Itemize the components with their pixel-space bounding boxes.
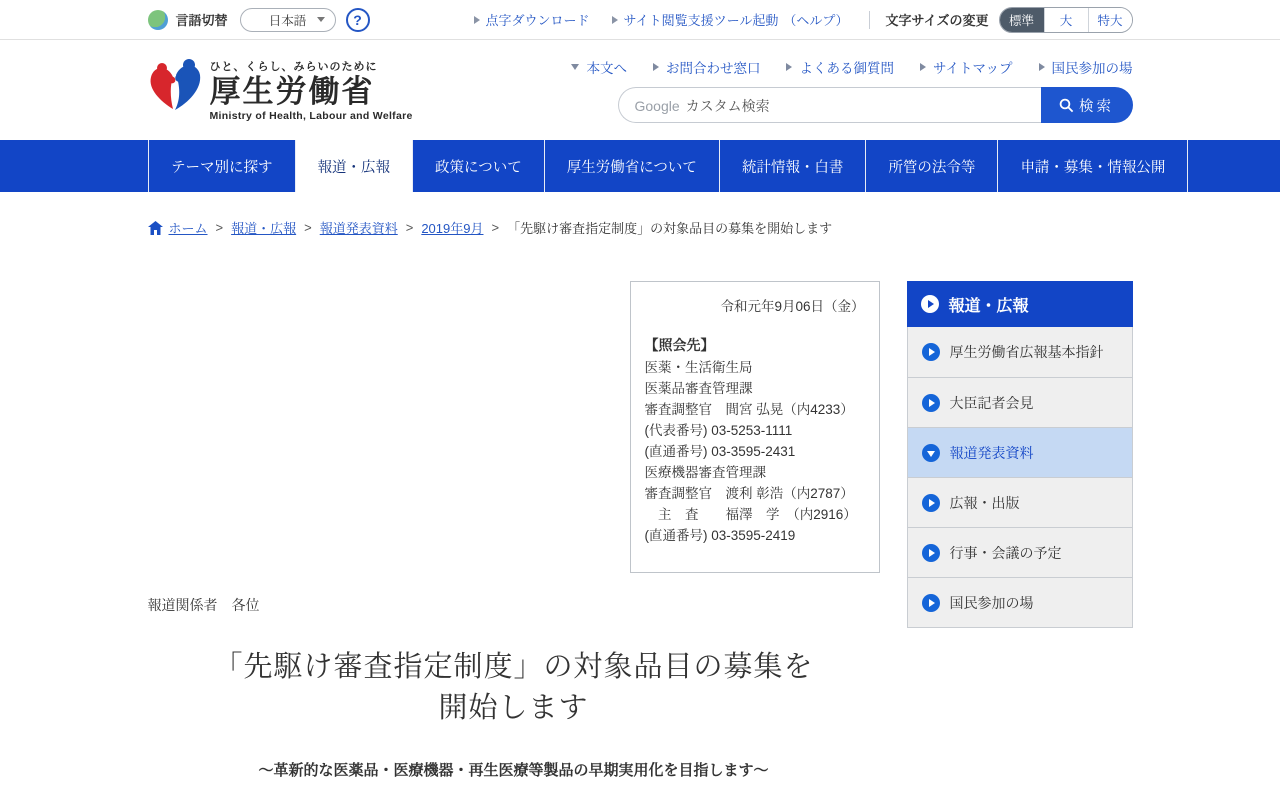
home-icon [148, 221, 163, 235]
page-subtitle: ～革新的な医薬品・医療機器・再生医療等製品の早期実用化を目指します～ [258, 762, 769, 780]
sitemap-link[interactable]: サイトマップ [920, 57, 1013, 77]
search-icon [1059, 98, 1074, 113]
font-size-switcher [999, 7, 1133, 33]
contact-link[interactable]: お問合わせ窓口 [653, 57, 761, 77]
arrow-right-icon [786, 63, 792, 71]
sidebar-item-press-releases[interactable]: 報道発表資料 [908, 427, 1132, 477]
nav-item-policy[interactable]: 政策について [412, 140, 544, 192]
contact-line: (代表番号) 03-5253-1111 [644, 423, 793, 438]
arrow-circle-icon [922, 343, 940, 361]
breadcrumb-month[interactable]: 2019年9月 [421, 221, 484, 236]
page-title: 「先駆け審査指定制度」の対象品目の募集を 開始します [213, 651, 814, 725]
language-select[interactable] [240, 8, 336, 32]
arrow-right-icon [612, 16, 618, 24]
sidebar-item-public-participation[interactable]: 国民参加の場 [908, 577, 1132, 627]
arrow-circle-icon [922, 494, 940, 512]
language-switch-label: 言語切替 [175, 13, 228, 28]
salutation: 報道関係者 各位 [147, 597, 260, 613]
arrow-right-icon [1039, 63, 1045, 71]
breadcrumb-press-releases[interactable]: 報道発表資料 [319, 221, 398, 236]
contact-line: 主 査 福澤 学 （内2916） [644, 507, 857, 522]
arrow-right-icon [653, 63, 659, 71]
breadcrumb-home[interactable]: ホーム [168, 221, 208, 236]
contact-line: 医薬・生活衛生局 [644, 360, 753, 375]
help-icon[interactable]: ? [346, 8, 370, 32]
sidebar [907, 281, 1133, 780]
arrow-right-icon [920, 63, 926, 71]
chevron-down-icon [317, 17, 325, 22]
arrow-circle-icon [921, 295, 939, 313]
nav-item-themes[interactable]: テーマ別に探す [148, 140, 295, 192]
public-participation-link[interactable]: 国民参加の場 [1039, 57, 1133, 77]
font-size-label: 文字サイズの変更 [885, 13, 989, 28]
arrow-circle-down-icon [922, 444, 940, 462]
release-date: 令和元年9月06日（金） [720, 299, 865, 314]
breadcrumb-current: 「先駆け審査指定制度」の対象品目の募集を開始します [507, 221, 833, 236]
breadcrumb-press[interactable]: 報道・広報 [231, 221, 297, 236]
site-title-english: Ministry of Health, Labour and Welfare [209, 110, 413, 123]
language-select-value: 日本語 [268, 13, 307, 28]
sidebar-item-minister-press-conference[interactable]: 大臣記者会見 [908, 377, 1132, 427]
mhlw-logo-icon [148, 57, 202, 124]
contact-line: (直通番号) 03-3595-2431 [644, 444, 796, 459]
faq-link[interactable]: よくある御質問 [786, 57, 894, 77]
search-button[interactable]: 検索 [1041, 87, 1133, 123]
font-size-xlarge-button[interactable]: 特大 [1088, 8, 1132, 32]
header-links [571, 57, 1132, 77]
utility-bar [0, 0, 1280, 40]
sidebar-list [907, 327, 1133, 628]
arrow-circle-icon [922, 594, 940, 612]
nav-item-about[interactable]: 厚生労働省について [544, 140, 719, 192]
breadcrumb-separator: > [304, 220, 312, 235]
contact-heading: 【照会先】 [644, 337, 715, 353]
arrow-circle-icon [922, 394, 940, 412]
sidebar-item-events-schedule[interactable]: 行事・会議の予定 [908, 527, 1132, 577]
sidebar-item-publications[interactable]: 広報・出版 [908, 477, 1132, 527]
nav-item-applications[interactable]: 申請・募集・情報公開 [997, 140, 1188, 192]
contact-line: 審査調整官 間宮 弘晃（内4233） [644, 402, 854, 417]
breadcrumb [148, 218, 1133, 237]
contact-line: (直通番号) 03-3595-2419 [644, 528, 796, 543]
contact-line: 医療機器審査管理課 [644, 465, 766, 480]
nav-item-laws[interactable]: 所管の法令等 [865, 140, 997, 192]
contact-line: 審査調整官 渡利 彰浩（内2787） [644, 486, 854, 501]
mhlw-logo[interactable] [148, 57, 413, 124]
breadcrumb-separator: > [405, 220, 414, 235]
support-tool-help-link[interactable]: （ヘルプ） [783, 13, 849, 28]
global-navigation [0, 140, 1280, 192]
search-bar [618, 87, 1133, 123]
nav-item-press[interactable]: 報道・広報 [295, 140, 413, 192]
contact-box [630, 281, 880, 573]
sidebar-header-press[interactable]: 報道・広報 [907, 281, 1133, 327]
content-area [148, 281, 1133, 780]
search-placeholder: Google カスタム検索 [634, 98, 770, 114]
breadcrumb-separator: > [491, 220, 500, 235]
sidebar-item-pr-policy[interactable]: 厚生労働省広報基本指針 [908, 327, 1132, 377]
arrow-right-icon [474, 16, 480, 24]
divider [869, 11, 870, 29]
main-column [148, 281, 880, 780]
breadcrumb-separator: > [215, 220, 224, 235]
logo-tagline: ひと、くらし、みらいのために [209, 60, 378, 73]
braille-download-link[interactable]: 点字ダウンロード [474, 10, 590, 29]
site-header [0, 40, 1280, 140]
contact-line: 医薬品審査管理課 [644, 381, 753, 396]
font-size-standard-button[interactable]: 標準 [1000, 8, 1044, 32]
nav-item-statistics[interactable]: 統計情報・白書 [719, 140, 866, 192]
site-support-tool-link[interactable]: サイト閲覧支援ツール起動 （ヘルプ） [612, 10, 849, 29]
globe-icon [148, 10, 168, 30]
skip-to-content-link[interactable]: 本文へ [571, 57, 627, 77]
arrow-circle-icon [922, 544, 940, 562]
font-size-large-button[interactable]: 大 [1044, 8, 1088, 32]
site-title: 厚生労働省 [209, 73, 375, 109]
arrow-down-icon [571, 64, 579, 70]
search-input[interactable] [618, 87, 1041, 123]
